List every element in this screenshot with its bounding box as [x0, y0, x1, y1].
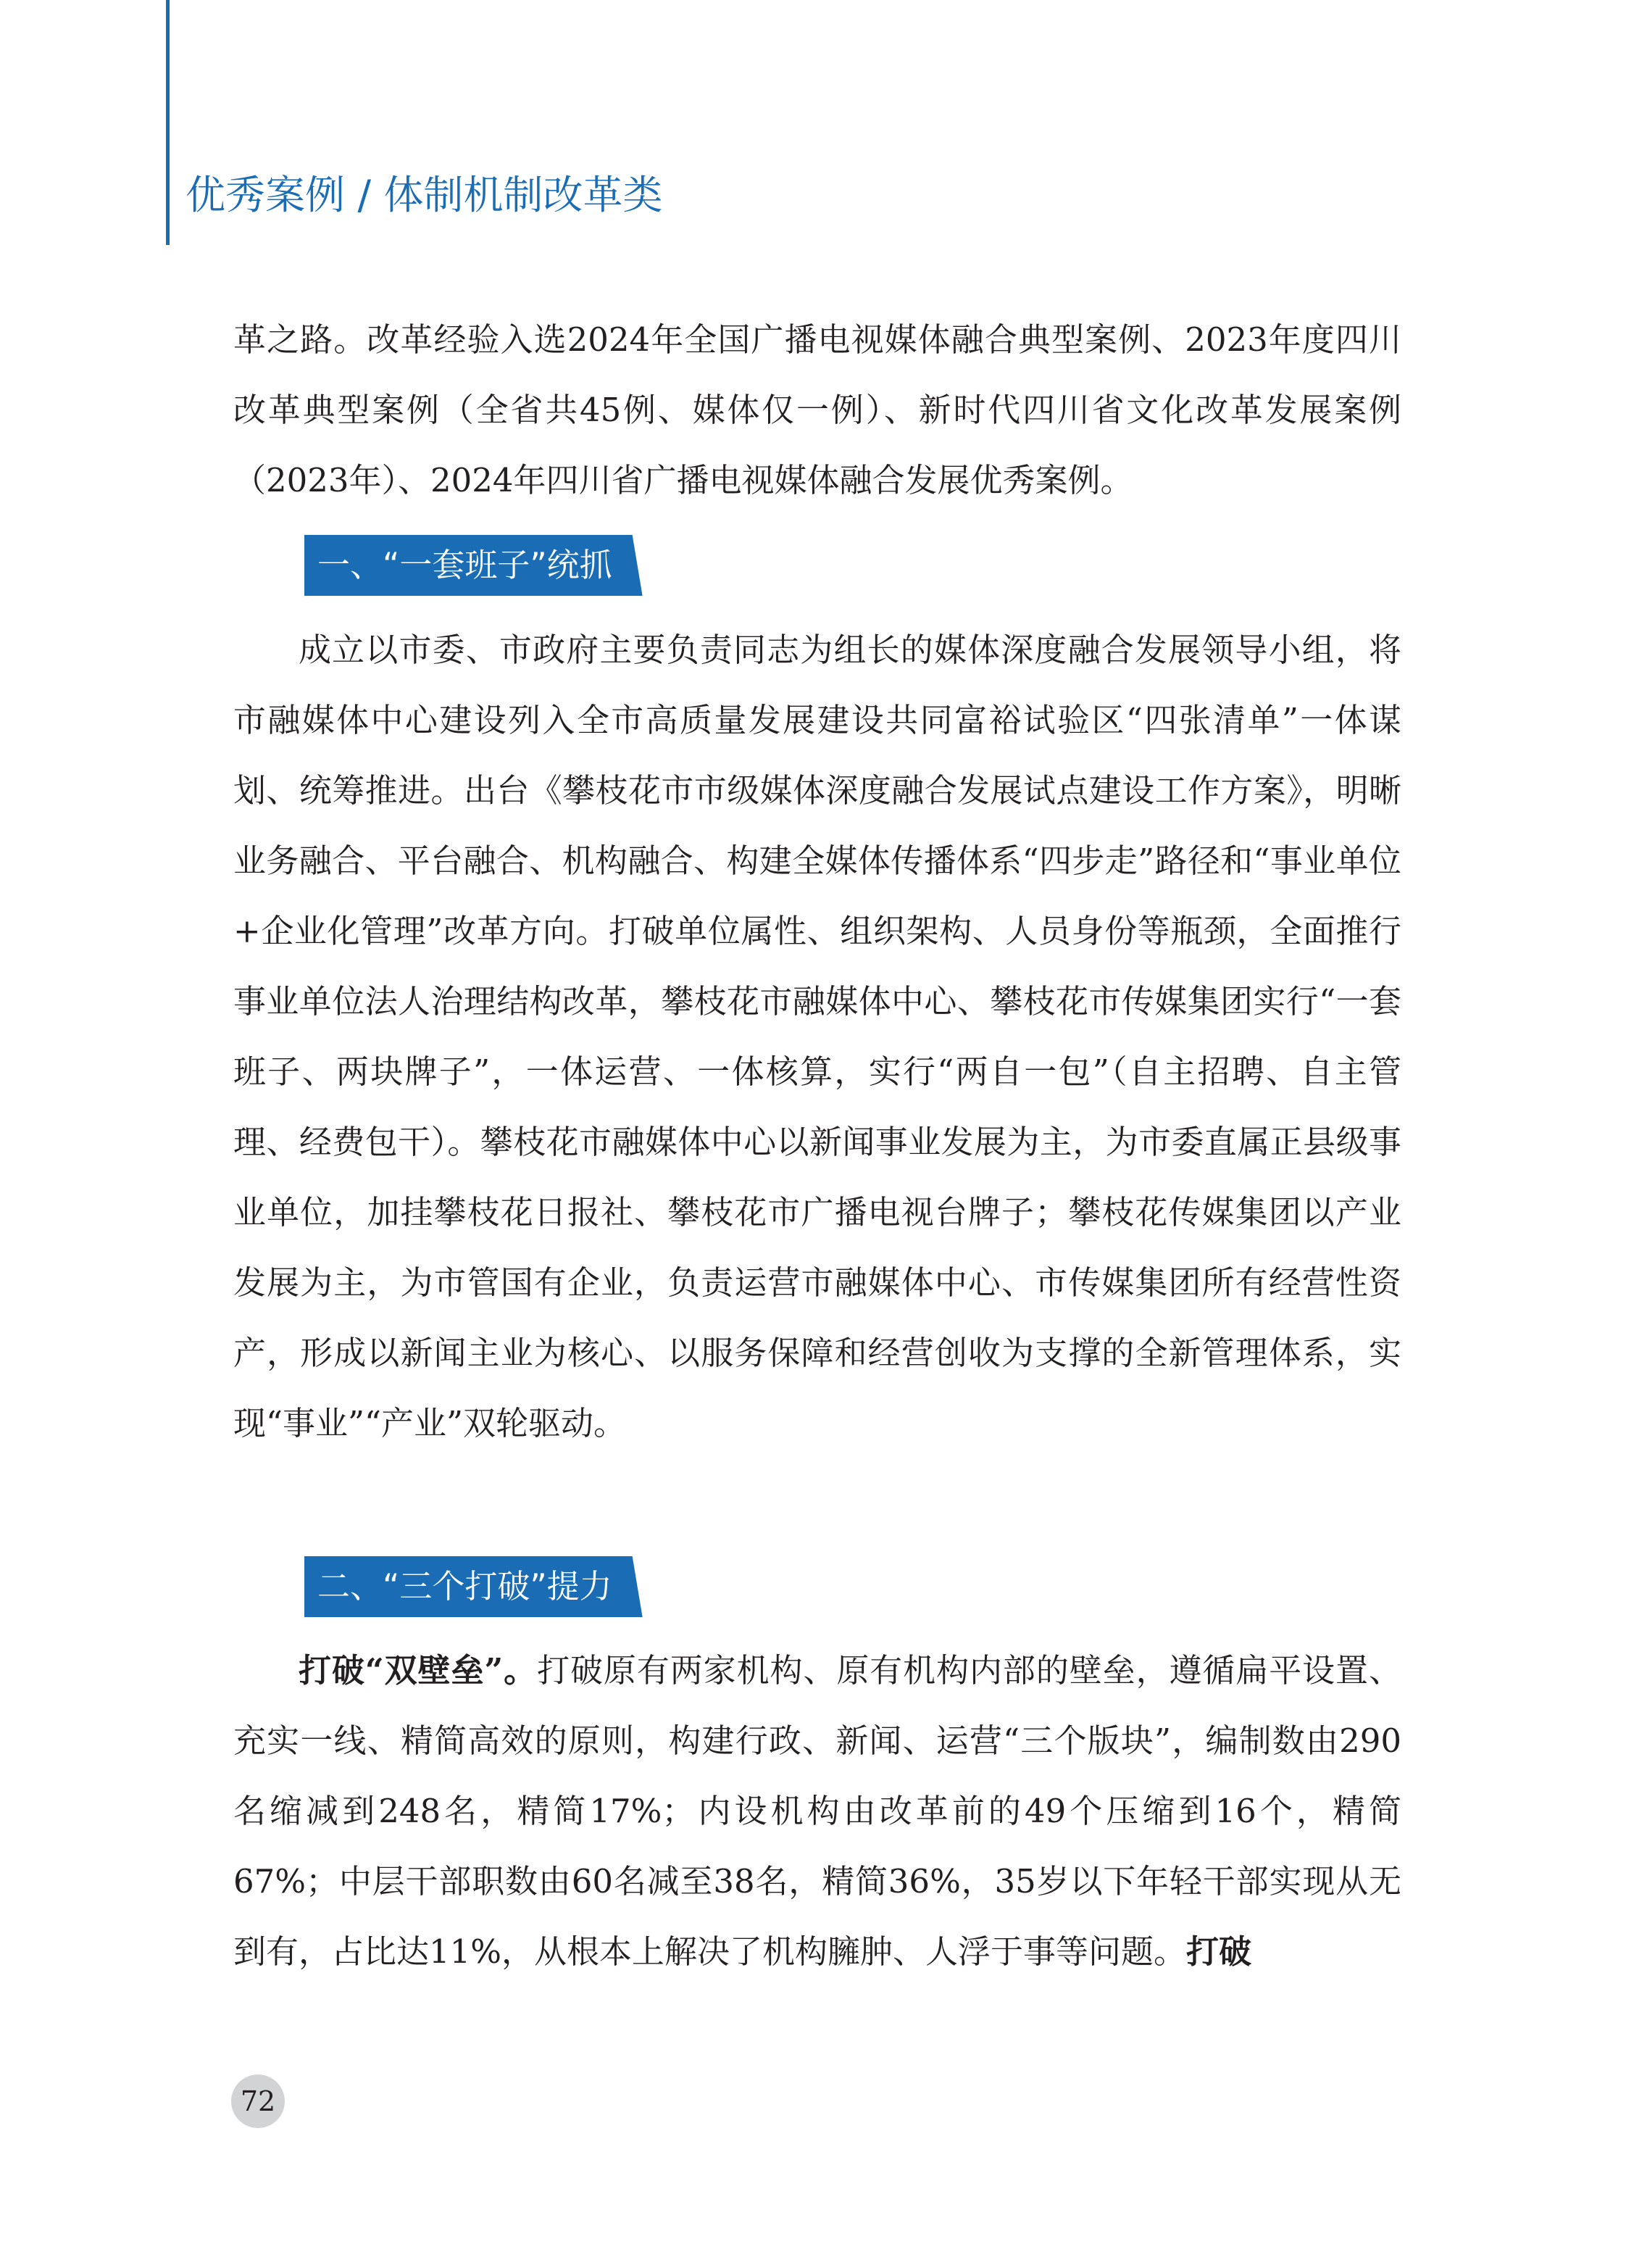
section-2-lead-bold: 打破“双壁垒”。: [299, 1651, 538, 1690]
page-number: 72: [231, 2074, 285, 2128]
section-2-paragraph: [233, 1635, 1401, 1987]
running-header: 优秀案例 / 体制机制改革类: [186, 172, 663, 218]
section-heading-1: [304, 535, 643, 596]
section-2-body: 打破原有两家机构、原有机构内部的壁垒，遵循扁平设置、充实一线、精简高效的原则，构建行政、新闻、运营“三个版块”，编制数由290名缩减到248名，精简17%；内设机构由改革前的49个压缩到16个，精简67%；中层干部职数由60名减至38名，精简36%，35岁以下年轻干部实现从无到有，占比达11%，从根本上解决了机构臃肿、人浮于事等问题。: [233, 1651, 1401, 1971]
intro-paragraph: 革之路。改革经验入选2024年全国广播电视媒体融合典型案例、2023年度四川改革典型案例（全省共45例、媒体仅一例）、新时代四川省文化改革发展案例（2023年）、2024年四川省广播电视媒体融合发展优秀案例。: [233, 320, 1401, 499]
section-heading-2: [304, 1556, 643, 1617]
section-heading-2-label: 二、“三个打破”提力: [317, 1567, 612, 1606]
header-rule: [166, 0, 170, 245]
section-heading-1-label: 一、“一套班子”统抓: [317, 546, 612, 584]
section-1-paragraph: 成立以市委、市政府主要负责同志为组长的媒体深度融合发展领导小组，将市融媒体中心建设列入全市高质量发展建设共同富裕试验区“四张清单”一体谋划、统筹推进。出台《攀枝花市市级媒体深度融合发展试点建设工作方案》，明晰业务融合、平台融合、机构融合、构建全媒体传播体系“四步走”路径和“事业单位+企业化管理”改革方向。打破单位属性、组织架构、人员身份等瓶颈，全面推行事业单位法人治理结构改革，攀枝花市融媒体中心、攀枝花市传媒集团实行“一套班子、两块牌子”，一体运营、一体核算，实行“两自一包”（自主招聘、自主管理、经费包干）。攀枝花市融媒体中心以新闻事业发展为主，为市委直属正县级事业单位，加挂攀枝花日报社、攀枝花市广播电视台牌子；攀枝花传媒集团以产业发展为主，为市管国有企业，负责运营市融媒体中心、市传媒集团所有经营性资产，形成以新闻主业为核心、以服务保障和经营创收为支撑的全新管理体系，实现“事业”“产业”双轮驱动。: [233, 631, 1401, 1442]
section-2-tail-bold: 打破: [1186, 1932, 1252, 1971]
